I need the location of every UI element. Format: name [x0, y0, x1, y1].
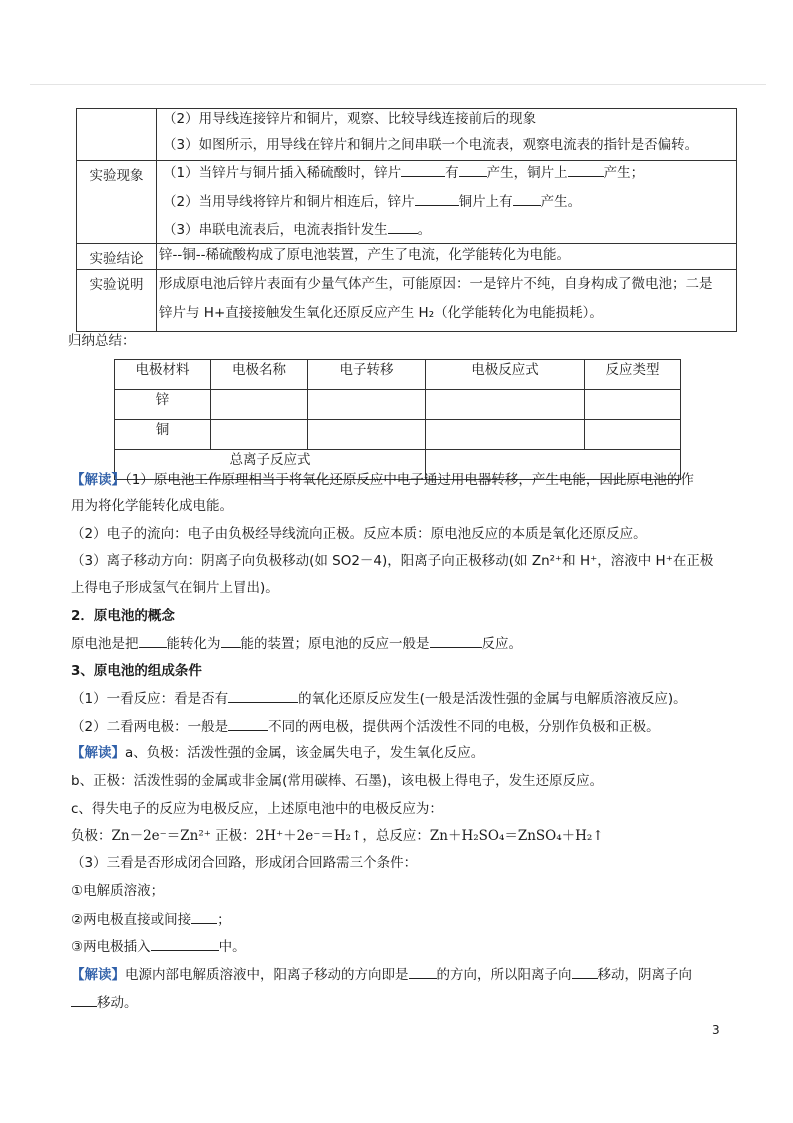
- table-cell: 锌: [115, 390, 211, 420]
- text: a、负极：活泼性强的金属，该金属失电子，发生氧化反应。: [125, 745, 485, 761]
- column-header: 电极材料: [115, 360, 211, 390]
- empty-label-cell: [77, 109, 157, 161]
- text: ；: [217, 912, 231, 928]
- text: 有: [445, 165, 459, 181]
- row-label: [77, 244, 157, 270]
- interpretation-tag: 【解读】: [71, 967, 125, 983]
- text: 产生。: [540, 194, 582, 210]
- blank: [221, 633, 241, 648]
- table-row: [77, 270, 737, 332]
- blank: [409, 964, 437, 979]
- column-header: 反应类型: [585, 360, 681, 390]
- paragraph: [71, 688, 687, 709]
- paragraph: （3）三看是否形成闭合回路，形成闭合回路需三个条件：: [71, 855, 418, 871]
- text: 不同的两电极，提供两个活泼性不同的电极，分别作负极和正极。: [268, 719, 660, 735]
- paragraph: [71, 992, 138, 1013]
- text: 的氧化还原反应发生(一般是活泼性强的金属与电解质溶液反应)。: [298, 691, 687, 707]
- paragraph: [71, 743, 484, 763]
- text: 。: [417, 222, 432, 238]
- table-cell: [211, 390, 308, 420]
- blank: [568, 162, 604, 177]
- text: 能的装置；原电池的反应一般是: [240, 636, 430, 652]
- content-cell: [157, 161, 737, 244]
- blank: [388, 219, 418, 234]
- table-row: [77, 244, 737, 270]
- blank: [191, 909, 217, 924]
- table-cell: [585, 390, 681, 420]
- text: 移动，阴离子向: [597, 967, 692, 983]
- blank: [401, 162, 445, 177]
- text: 中。: [218, 939, 246, 955]
- blank: [430, 633, 482, 648]
- table-row: [115, 420, 681, 450]
- table-cell: [426, 390, 585, 420]
- blank: [139, 633, 167, 648]
- text: 产生，铜片上: [486, 165, 568, 181]
- text: （1）一看反应：看是否有: [71, 691, 229, 707]
- row-label: [77, 270, 157, 332]
- interpretation-tag: 【解读】: [71, 745, 125, 761]
- text: （1）当锌片与铜片插入稀硫酸时，锌片: [163, 165, 402, 181]
- summary-title: 归纳总结：: [68, 333, 136, 349]
- paragraph: [71, 909, 231, 930]
- header-rule: [30, 84, 766, 85]
- paragraph: （2）电子的流向：电子由负极经导线流向正极。反应本质：原电池反应的本质是氧化还原反应。: [71, 526, 647, 542]
- content-cell: [157, 244, 737, 270]
- column-header: 电极名称: [211, 360, 308, 390]
- content-cell: [157, 270, 737, 332]
- text: ②两电极直接或间接: [71, 912, 192, 928]
- column-header: 电极反应式: [426, 360, 585, 390]
- text-line: （3）如图所示，用导线在锌片和铜片之间串联一个电流表，观察电流表的指针是否偏转。: [163, 137, 699, 153]
- paragraph: [71, 936, 246, 957]
- text: 能转化为: [166, 636, 221, 652]
- text: （2）当用导线将锌片和铜片相连后，锌片: [163, 194, 415, 210]
- label-text: 实验说明: [89, 277, 144, 293]
- label-text: 实验现象: [89, 168, 144, 184]
- text-line: [157, 216, 736, 243]
- paragraph: c、得失电子的反应为电极反应，上述原电池中的电极反应为：: [71, 801, 443, 817]
- text: （2）二看两电极：一般是: [71, 719, 229, 735]
- paragraph: [71, 470, 694, 490]
- table-cell: 总离子反应式: [115, 450, 426, 480]
- table-row: [77, 161, 737, 244]
- summary-table: [114, 359, 681, 480]
- blank: [71, 992, 97, 1007]
- paragraph: [71, 633, 522, 654]
- table-row: [115, 390, 681, 420]
- blank: [572, 964, 598, 979]
- table-cell: [308, 390, 426, 420]
- paragraph: 上得电子形成氢气在铜片上冒出)。: [71, 580, 279, 596]
- row-label: [77, 161, 157, 244]
- text-line: [157, 188, 736, 216]
- text: 原电池是把: [71, 636, 139, 652]
- table-cell: [308, 420, 426, 450]
- table-header-row: [115, 360, 681, 390]
- page-number: 3: [712, 1023, 720, 1037]
- text: （3）串联电流表后，电流表指针发生: [163, 222, 388, 238]
- text: 的方向，所以阳离子向: [436, 967, 572, 983]
- blank: [228, 688, 298, 703]
- label-text: 实验结论: [89, 251, 144, 267]
- blank: [228, 716, 268, 731]
- section-title: 3、原电池的组成条件: [71, 663, 202, 679]
- paragraph: 用为将化学能转化成电能。: [71, 498, 233, 514]
- table-cell: [426, 420, 585, 450]
- table-cell: 铜: [115, 420, 211, 450]
- experiment-table: [76, 108, 737, 332]
- column-header: 电子转移: [308, 360, 426, 390]
- text: 反应。: [481, 636, 522, 652]
- table-cell: [211, 420, 308, 450]
- text: 电源内部电解质溶液中，阳离子移动的方向即是: [125, 967, 409, 983]
- paragraph: b、正极：活泼性弱的金属或非金属(常用碳棒、石墨)，该电极上得电子，发生还原反应。: [71, 773, 604, 789]
- text: （1）原电池工作原理相当于将氧化还原反应中电子通过用电器转移，产生电能，因此原电池的作: [125, 472, 694, 488]
- text: 铜片上有: [458, 194, 513, 210]
- text-line: 形成原电池后锌片表面有少量气体产生，可能原因：一是锌片不纯，自身构成了微电池；二是: [159, 276, 713, 292]
- content-cell: [157, 109, 737, 161]
- text-line: （2）用导线连接锌片和铜片，观察、比较导线连接前后的现象: [163, 111, 537, 127]
- blank: [513, 191, 541, 206]
- text: 移动。: [97, 995, 138, 1011]
- paragraph: [71, 716, 660, 737]
- text-line: 锌片与 H+直接接触发生氧化还原反应产生 H₂（化学能转化为电能损耗）。: [159, 305, 603, 321]
- paragraph: ①电解质溶液；: [71, 883, 165, 899]
- blank: [459, 162, 487, 177]
- paragraph: [71, 964, 692, 985]
- table-row: [77, 109, 737, 161]
- text: ③两电极插入: [71, 939, 151, 955]
- equation-line: 负极：Zn－2e⁻＝Zn²⁺ 正极：2H⁺＋2e⁻＝H₂↑，总反应：Zn＋H₂SO₄＝ZnSO₄＋H₂↑: [71, 828, 604, 844]
- section-title: 2．原电池的概念: [71, 608, 175, 624]
- text-line: [157, 161, 736, 188]
- text: 产生；: [603, 165, 645, 181]
- blank: [415, 191, 459, 206]
- blank: [151, 936, 219, 951]
- interpretation-tag: 【解读】: [71, 472, 125, 488]
- text-line: 锌--铜--稀硫酸构成了原电池装置，产生了电流，化学能转化为电能。: [159, 247, 570, 263]
- table-cell: [585, 420, 681, 450]
- paragraph: （3）离子移动方向：阴离子向负极移动(如 SO2－4)，阳离子向正极移动(如 Zn²⁺和 H⁺，溶液中 H⁺在正极: [71, 553, 714, 569]
